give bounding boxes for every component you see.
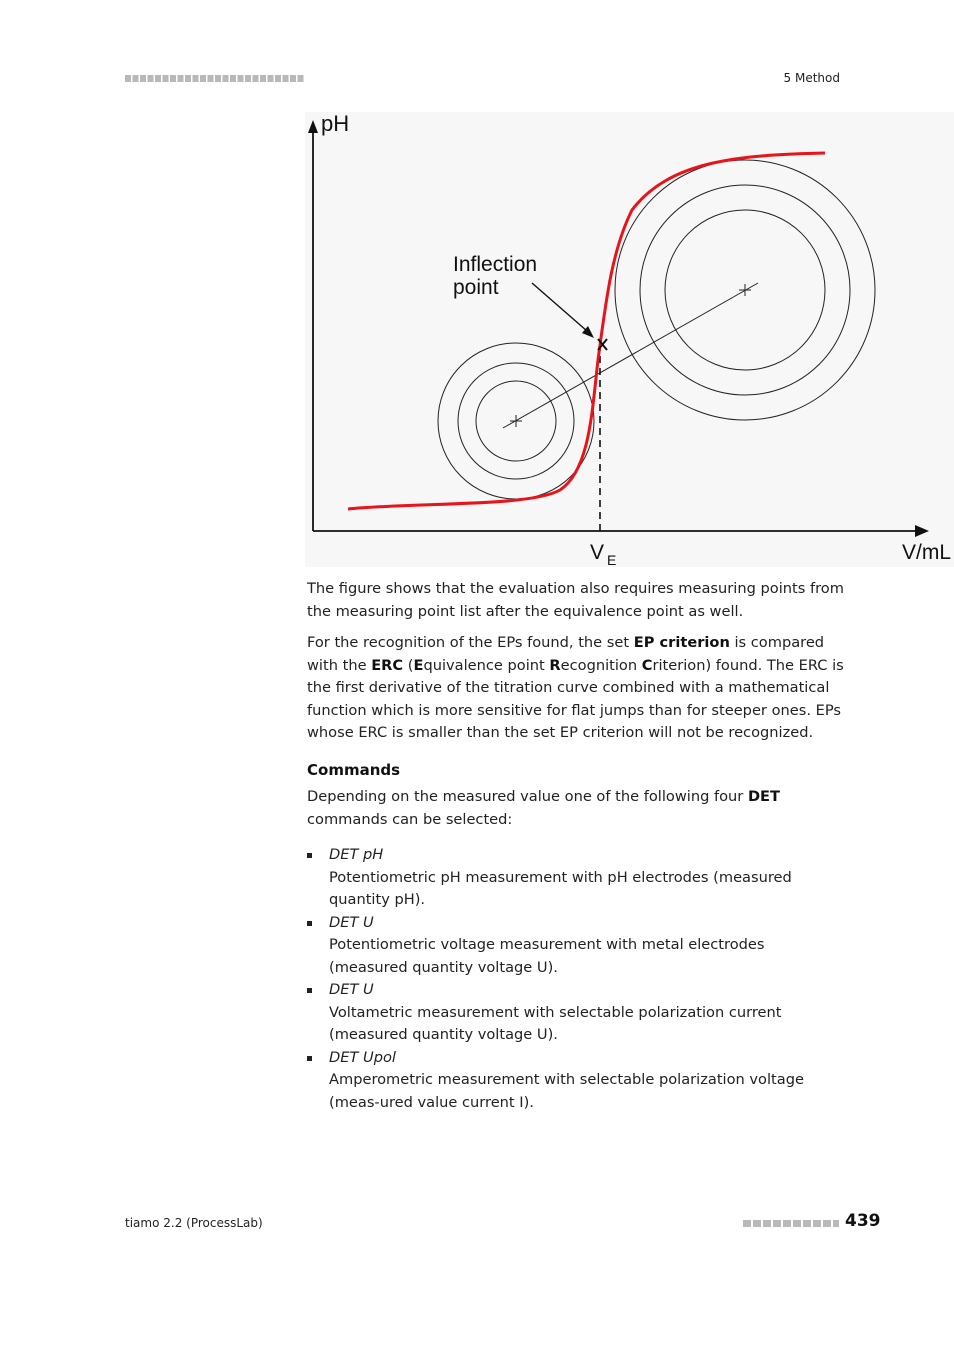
commands-list [307, 844, 847, 1114]
x-axis-label: V/mL [902, 541, 952, 564]
command-name: DET pH [329, 846, 384, 863]
inflection-label-line2: point [453, 276, 499, 299]
page-number: 439 [845, 1211, 881, 1231]
commands-heading: Commands [307, 760, 401, 779]
command-description: Potentiometric voltage measurement with metal electrodes (measured quantity voltage U). [329, 936, 765, 976]
ve-subscript: E [607, 552, 617, 567]
titration-curve-figure [305, 112, 954, 567]
paragraph-commands-intro: Depending on the measured value one of the following four DET commands can be selected: [307, 788, 780, 828]
bullet-icon [307, 853, 312, 858]
footer-doc-title: tiamo 2.2 (ProcessLab) [125, 1216, 263, 1230]
main-text [307, 578, 847, 1114]
inflection-label-line1: Inflection [453, 253, 538, 276]
bullet-icon [307, 921, 312, 926]
command-name: DET U [329, 913, 374, 931]
bullet-icon [307, 988, 312, 993]
footer-decoration [743, 1220, 839, 1227]
list-item [307, 912, 847, 980]
list-item [307, 844, 847, 912]
list-item [307, 1047, 847, 1115]
y-axis-label: pH [321, 112, 350, 136]
command-description: Potentiometric pH measurement with pH electrodes (measured quantity pH). [329, 868, 792, 908]
command-name: DET U [329, 981, 374, 998]
list-item [307, 979, 847, 1047]
bullet-icon [307, 1056, 312, 1061]
command-description: Amperometric measurement with selectable polarization voltage (meas-ured value current I). [329, 1071, 804, 1111]
command-description: Voltametric measurement with selectable polarization current (measured quantity voltage U). [329, 1003, 782, 1043]
paragraph-erc: For the recognition of the EPs found, the set EP criterion is compared with the ERC (Equivalence point Recognition Criterion) found. The ERC is the first derivative of the titration curve combined with a mathematical function which is more sensitive for flat jumps than for steeper ones. EPs whose ERC is smaller than the set EP criterion will not be recognized. [307, 634, 844, 741]
paragraph-figure-note: The figure shows that the evaluation also requires measuring points from the measuring point list after the equivalence point as well. [307, 580, 844, 620]
ve-label: V [590, 541, 605, 564]
header-decoration [125, 75, 305, 82]
command-name: DET Upol [329, 1048, 396, 1066]
header-section-title: 5 Method [783, 71, 840, 85]
